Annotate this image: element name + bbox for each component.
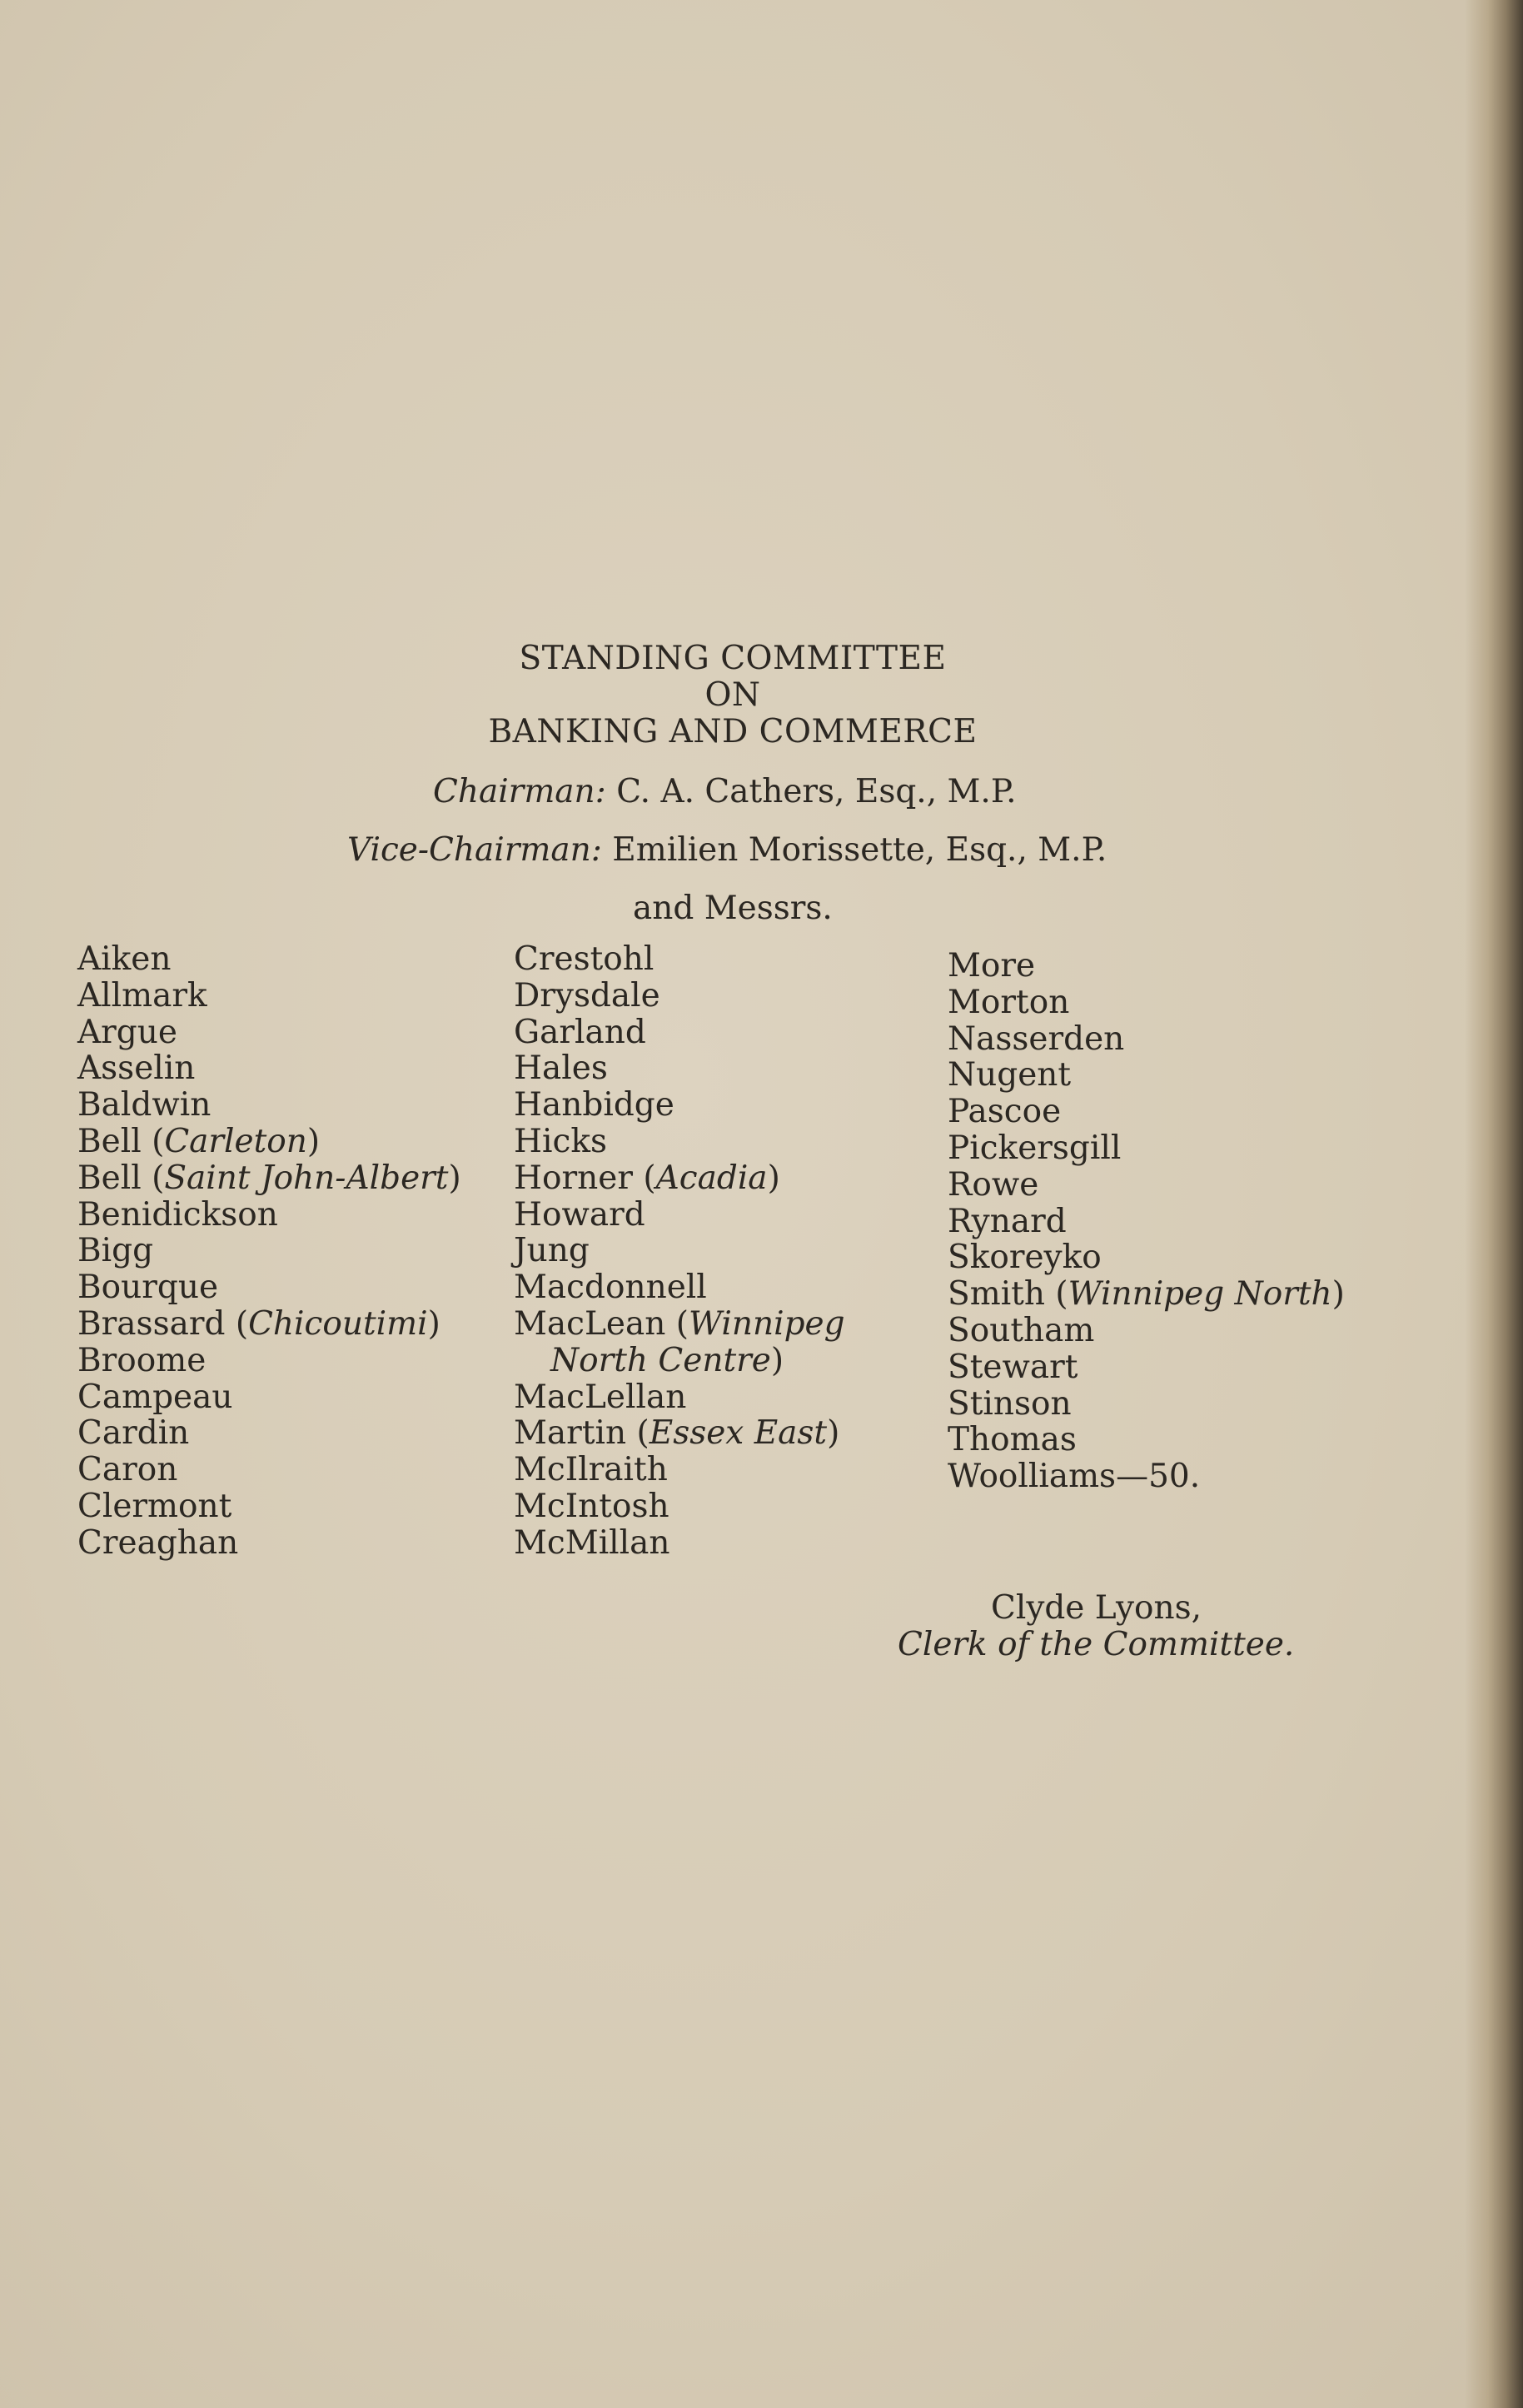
member-name: Rowe bbox=[948, 1165, 1039, 1204]
member-name: Benidickson bbox=[77, 1195, 278, 1234]
member-row bbox=[948, 1239, 1345, 1276]
member-row bbox=[77, 1452, 461, 1488]
member-name: Bigg bbox=[77, 1232, 154, 1270]
member-constituency: Winnipeg North bbox=[1068, 1275, 1332, 1314]
member-constituency-continued: North Centre bbox=[550, 1341, 771, 1379]
chairman-line bbox=[433, 773, 1017, 810]
member-constituency: Essex East bbox=[649, 1414, 828, 1453]
member-row bbox=[514, 1269, 845, 1306]
member-name: Crestohl bbox=[514, 940, 654, 978]
member-name: Nugent bbox=[948, 1056, 1072, 1094]
member-name: Woolliams—50. bbox=[948, 1458, 1201, 1496]
member-name: Stewart bbox=[948, 1348, 1078, 1386]
member-column-1 bbox=[77, 941, 461, 1562]
member-row bbox=[948, 985, 1345, 1021]
member-row bbox=[948, 948, 1345, 985]
member-name: Jung bbox=[514, 1232, 590, 1270]
clerk-title-text: Clerk of the Committee. bbox=[898, 1626, 1295, 1663]
member-name: Asselin bbox=[77, 1049, 196, 1088]
member-name: Nasserden bbox=[948, 1020, 1125, 1058]
member-row bbox=[948, 1130, 1345, 1167]
member-row: MacLean (Winnipeg bbox=[514, 1304, 845, 1343]
member-name: Clermont bbox=[77, 1487, 232, 1525]
member-name: Bell bbox=[77, 1159, 142, 1197]
member-name: Hales bbox=[514, 1049, 608, 1088]
member-row bbox=[948, 1167, 1345, 1204]
member-name: MacLean bbox=[514, 1304, 666, 1343]
member-name: Creaghan bbox=[77, 1523, 239, 1562]
heading-line-1: STANDING COMMITTEE bbox=[519, 640, 947, 677]
member-name: Campeau bbox=[77, 1378, 233, 1416]
member-row bbox=[77, 1415, 461, 1452]
member-constituency: Winnipeg bbox=[689, 1304, 845, 1343]
member-name: More bbox=[948, 947, 1036, 985]
member-constituency: Chicoutimi bbox=[248, 1304, 428, 1343]
member-name: Skoreyko bbox=[948, 1239, 1102, 1277]
member-constituency: Saint John-Albert bbox=[164, 1159, 449, 1197]
member-row bbox=[948, 1313, 1345, 1349]
member-name: Howard bbox=[514, 1195, 645, 1234]
member-name: Allmark bbox=[77, 976, 207, 1015]
member-row bbox=[948, 1422, 1345, 1458]
member-row bbox=[948, 1094, 1345, 1130]
vice-chairman-label: Vice-Chairman: bbox=[347, 831, 602, 869]
member-row bbox=[514, 1087, 845, 1124]
member-row bbox=[948, 1349, 1345, 1386]
member-row bbox=[514, 978, 845, 1015]
clerk-name: Clyde Lyons, bbox=[991, 1589, 1202, 1627]
chairman-name: C. A. Cathers, Esq., M.P. bbox=[616, 773, 1017, 810]
member-name: Bell bbox=[77, 1122, 142, 1160]
member-row bbox=[77, 1379, 461, 1416]
member-row bbox=[77, 1197, 461, 1234]
chairman-label: Chairman: bbox=[433, 773, 606, 810]
member-row bbox=[77, 1233, 461, 1269]
member-row bbox=[77, 1525, 461, 1562]
member-name: MacLellan bbox=[514, 1378, 687, 1416]
member-column-2 bbox=[514, 941, 845, 1562]
vice-chairman-name: Emilien Morissette, Esq., M.P. bbox=[612, 831, 1107, 869]
member-row bbox=[514, 1015, 845, 1051]
member-name: Pascoe bbox=[948, 1093, 1062, 1131]
member-name: Smith bbox=[948, 1275, 1045, 1314]
member-row bbox=[77, 1015, 461, 1051]
member-row: Bell (Carleton) bbox=[77, 1122, 321, 1160]
member-name: Stinson bbox=[948, 1384, 1072, 1423]
member-row bbox=[514, 1233, 845, 1269]
member-name: Bourque bbox=[77, 1269, 219, 1307]
clerk-title bbox=[898, 1626, 1294, 1663]
member-row bbox=[77, 1343, 461, 1379]
member-row: Martin (Essex East) bbox=[514, 1414, 840, 1453]
member-name: Thomas bbox=[948, 1421, 1077, 1459]
member-name: Horner bbox=[514, 1159, 633, 1197]
member-row: Smith (Winnipeg North) bbox=[948, 1275, 1345, 1314]
member-row: Horner (Acadia) bbox=[514, 1159, 780, 1197]
member-row bbox=[514, 941, 845, 978]
member-name: Baldwin bbox=[77, 1086, 212, 1124]
member-constituency: Acadia bbox=[655, 1159, 768, 1197]
member-row bbox=[77, 978, 461, 1015]
member-name: Broome bbox=[77, 1341, 207, 1379]
heading-line-2: ON bbox=[704, 676, 761, 714]
member-row bbox=[514, 1488, 845, 1525]
member-row bbox=[77, 941, 461, 978]
member-column-3 bbox=[948, 948, 1345, 1495]
member-row bbox=[514, 1197, 845, 1234]
book-spine-shadow bbox=[1465, 0, 1523, 2408]
member-name: Garland bbox=[514, 1013, 646, 1051]
member-name: Macdonnell bbox=[514, 1269, 707, 1307]
member-row bbox=[948, 1458, 1345, 1495]
member-name: Martin bbox=[514, 1414, 627, 1453]
member-name: Rynard bbox=[948, 1202, 1067, 1240]
vice-chairman-line bbox=[347, 831, 1107, 869]
member-name: Drysdale bbox=[514, 976, 660, 1015]
member-row bbox=[514, 1525, 845, 1562]
member-row bbox=[948, 1204, 1345, 1240]
member-row bbox=[77, 1050, 461, 1087]
member-name: Southam bbox=[948, 1311, 1095, 1349]
member-row bbox=[514, 1379, 845, 1416]
member-row: Brassard (Chicoutimi) bbox=[77, 1304, 440, 1343]
member-constituency: Carleton bbox=[164, 1122, 307, 1160]
and-messrs: and Messrs. bbox=[633, 890, 833, 927]
member-row bbox=[948, 1386, 1345, 1423]
heading-line-3: BANKING AND COMMERCE bbox=[488, 713, 978, 750]
member-name: McIlraith bbox=[514, 1451, 668, 1489]
member-name: McIntosh bbox=[514, 1487, 669, 1525]
member-name: Aiken bbox=[77, 940, 172, 978]
member-name: Cardin bbox=[77, 1414, 190, 1453]
member-name: Caron bbox=[77, 1451, 178, 1489]
member-row bbox=[77, 1488, 461, 1525]
member-row: Bell (Saint John-Albert) bbox=[77, 1159, 461, 1197]
member-row bbox=[77, 1087, 461, 1124]
member-name: Argue bbox=[77, 1013, 177, 1051]
member-row bbox=[948, 1021, 1345, 1058]
member-row bbox=[948, 1057, 1345, 1094]
member-row bbox=[514, 1124, 845, 1160]
member-row bbox=[514, 1452, 845, 1488]
member-name: Pickersgill bbox=[948, 1129, 1122, 1167]
member-name: Hanbidge bbox=[514, 1086, 674, 1124]
member-name: McMillan bbox=[514, 1523, 670, 1562]
member-name: Morton bbox=[948, 983, 1070, 1021]
member-row bbox=[514, 1050, 845, 1087]
member-name: Brassard bbox=[77, 1304, 226, 1343]
member-row-continued: North Centre) bbox=[550, 1341, 784, 1379]
member-name: Hicks bbox=[514, 1122, 607, 1160]
member-row bbox=[77, 1269, 461, 1306]
